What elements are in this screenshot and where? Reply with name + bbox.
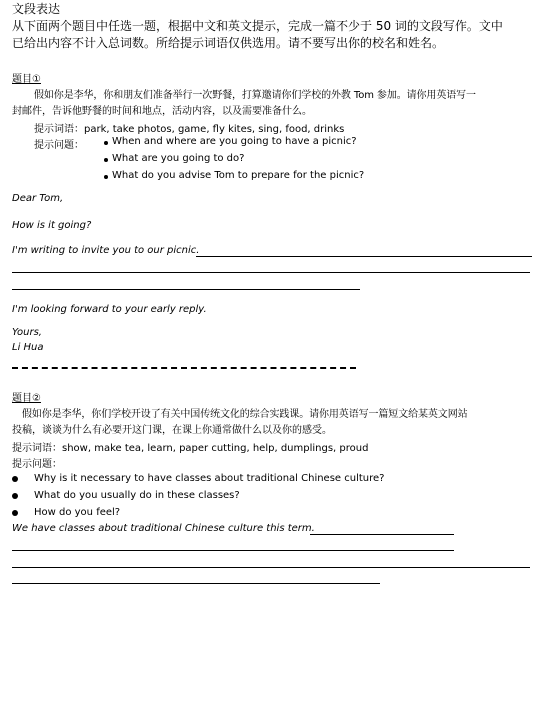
topic1-questions-label: 提示问题： [34,140,84,151]
topic2-prompt-line-1: 假如你是李华，你们学校开设了有关中国传统文化的综合实践课。请你用英语写一篇短文给某英文网站 [22,409,468,420]
letter-name: Li Hua [12,342,44,353]
topic1-label: 题目① [12,74,41,85]
topic1-keywords: 提示词语：park, take photos, game, fly kites, sing, food, drinks [34,124,345,135]
topic1-question-3: What do you advise Tom to prepare for the picnic? [112,170,365,181]
letter-line-2: I'm writing to invite you to our picnic. [12,245,200,256]
writing-line [12,272,530,273]
topic2-label: 题目② [12,393,41,404]
topic2-questions-label: 提示问题： [12,459,62,470]
instruction-line-1: 从下面两个题目中任选一题，根据中文和英文提示，完成一篇不少于 50 词的文段写作。文中 [12,19,503,33]
topic1-prompt-line-2: 封邮件，告诉他野餐的时间和地点，活动内容，以及需要准备什么。 [12,106,312,117]
bullet-icon [104,158,108,162]
topic2-prompt-line-2: 投稿，谈谈为什么有必要开这门课，在课上你通常做什么以及你的感受。 [12,425,332,436]
bullet-icon [12,510,18,516]
topic1-prompt-line-1: 假如你是李华，你和朋友们准备举行一次野餐，打算邀请你们学校的外教 Tom 参加。请你用英语写一 [34,90,476,101]
bullet-icon [12,476,18,482]
bullet-icon [12,493,18,499]
writing-line [12,550,454,551]
writing-line [12,289,360,290]
writing-line [310,534,454,535]
letter-signoff: Yours, [12,327,42,338]
topic2-starter: We have classes about traditional Chinese culture this term. [12,523,315,534]
topic2-question-3: How do you feel? [34,507,121,518]
topic1-question-2: What are you going to do? [112,153,245,164]
writing-line [196,256,532,257]
writing-line [12,567,530,568]
letter-line-1: How is it going? [12,220,92,231]
instruction-line-2: 已给出内容不计入总词数。所给提示词语仅供选用。请不要写出你的校名和姓名。 [12,36,445,50]
letter-greeting: Dear Tom, [12,193,64,204]
letter-closing-line: I'm looking forward to your early reply. [12,304,207,315]
topic1-question-1: When and where are you going to have a picnic? [112,136,357,147]
section-divider [12,367,356,369]
section-title: 文段表达 [12,2,61,16]
topic2-question-2: What do you usually do in these classes? [34,490,240,501]
bullet-icon [104,175,108,179]
bullet-icon [104,141,108,145]
topic2-question-1: Why is it necessary to have classes about traditional Chinese culture? [34,473,385,484]
writing-line [12,583,380,584]
topic2-keywords: 提示词语：show, make tea, learn, paper cutting, help, dumplings, proud [12,443,369,454]
